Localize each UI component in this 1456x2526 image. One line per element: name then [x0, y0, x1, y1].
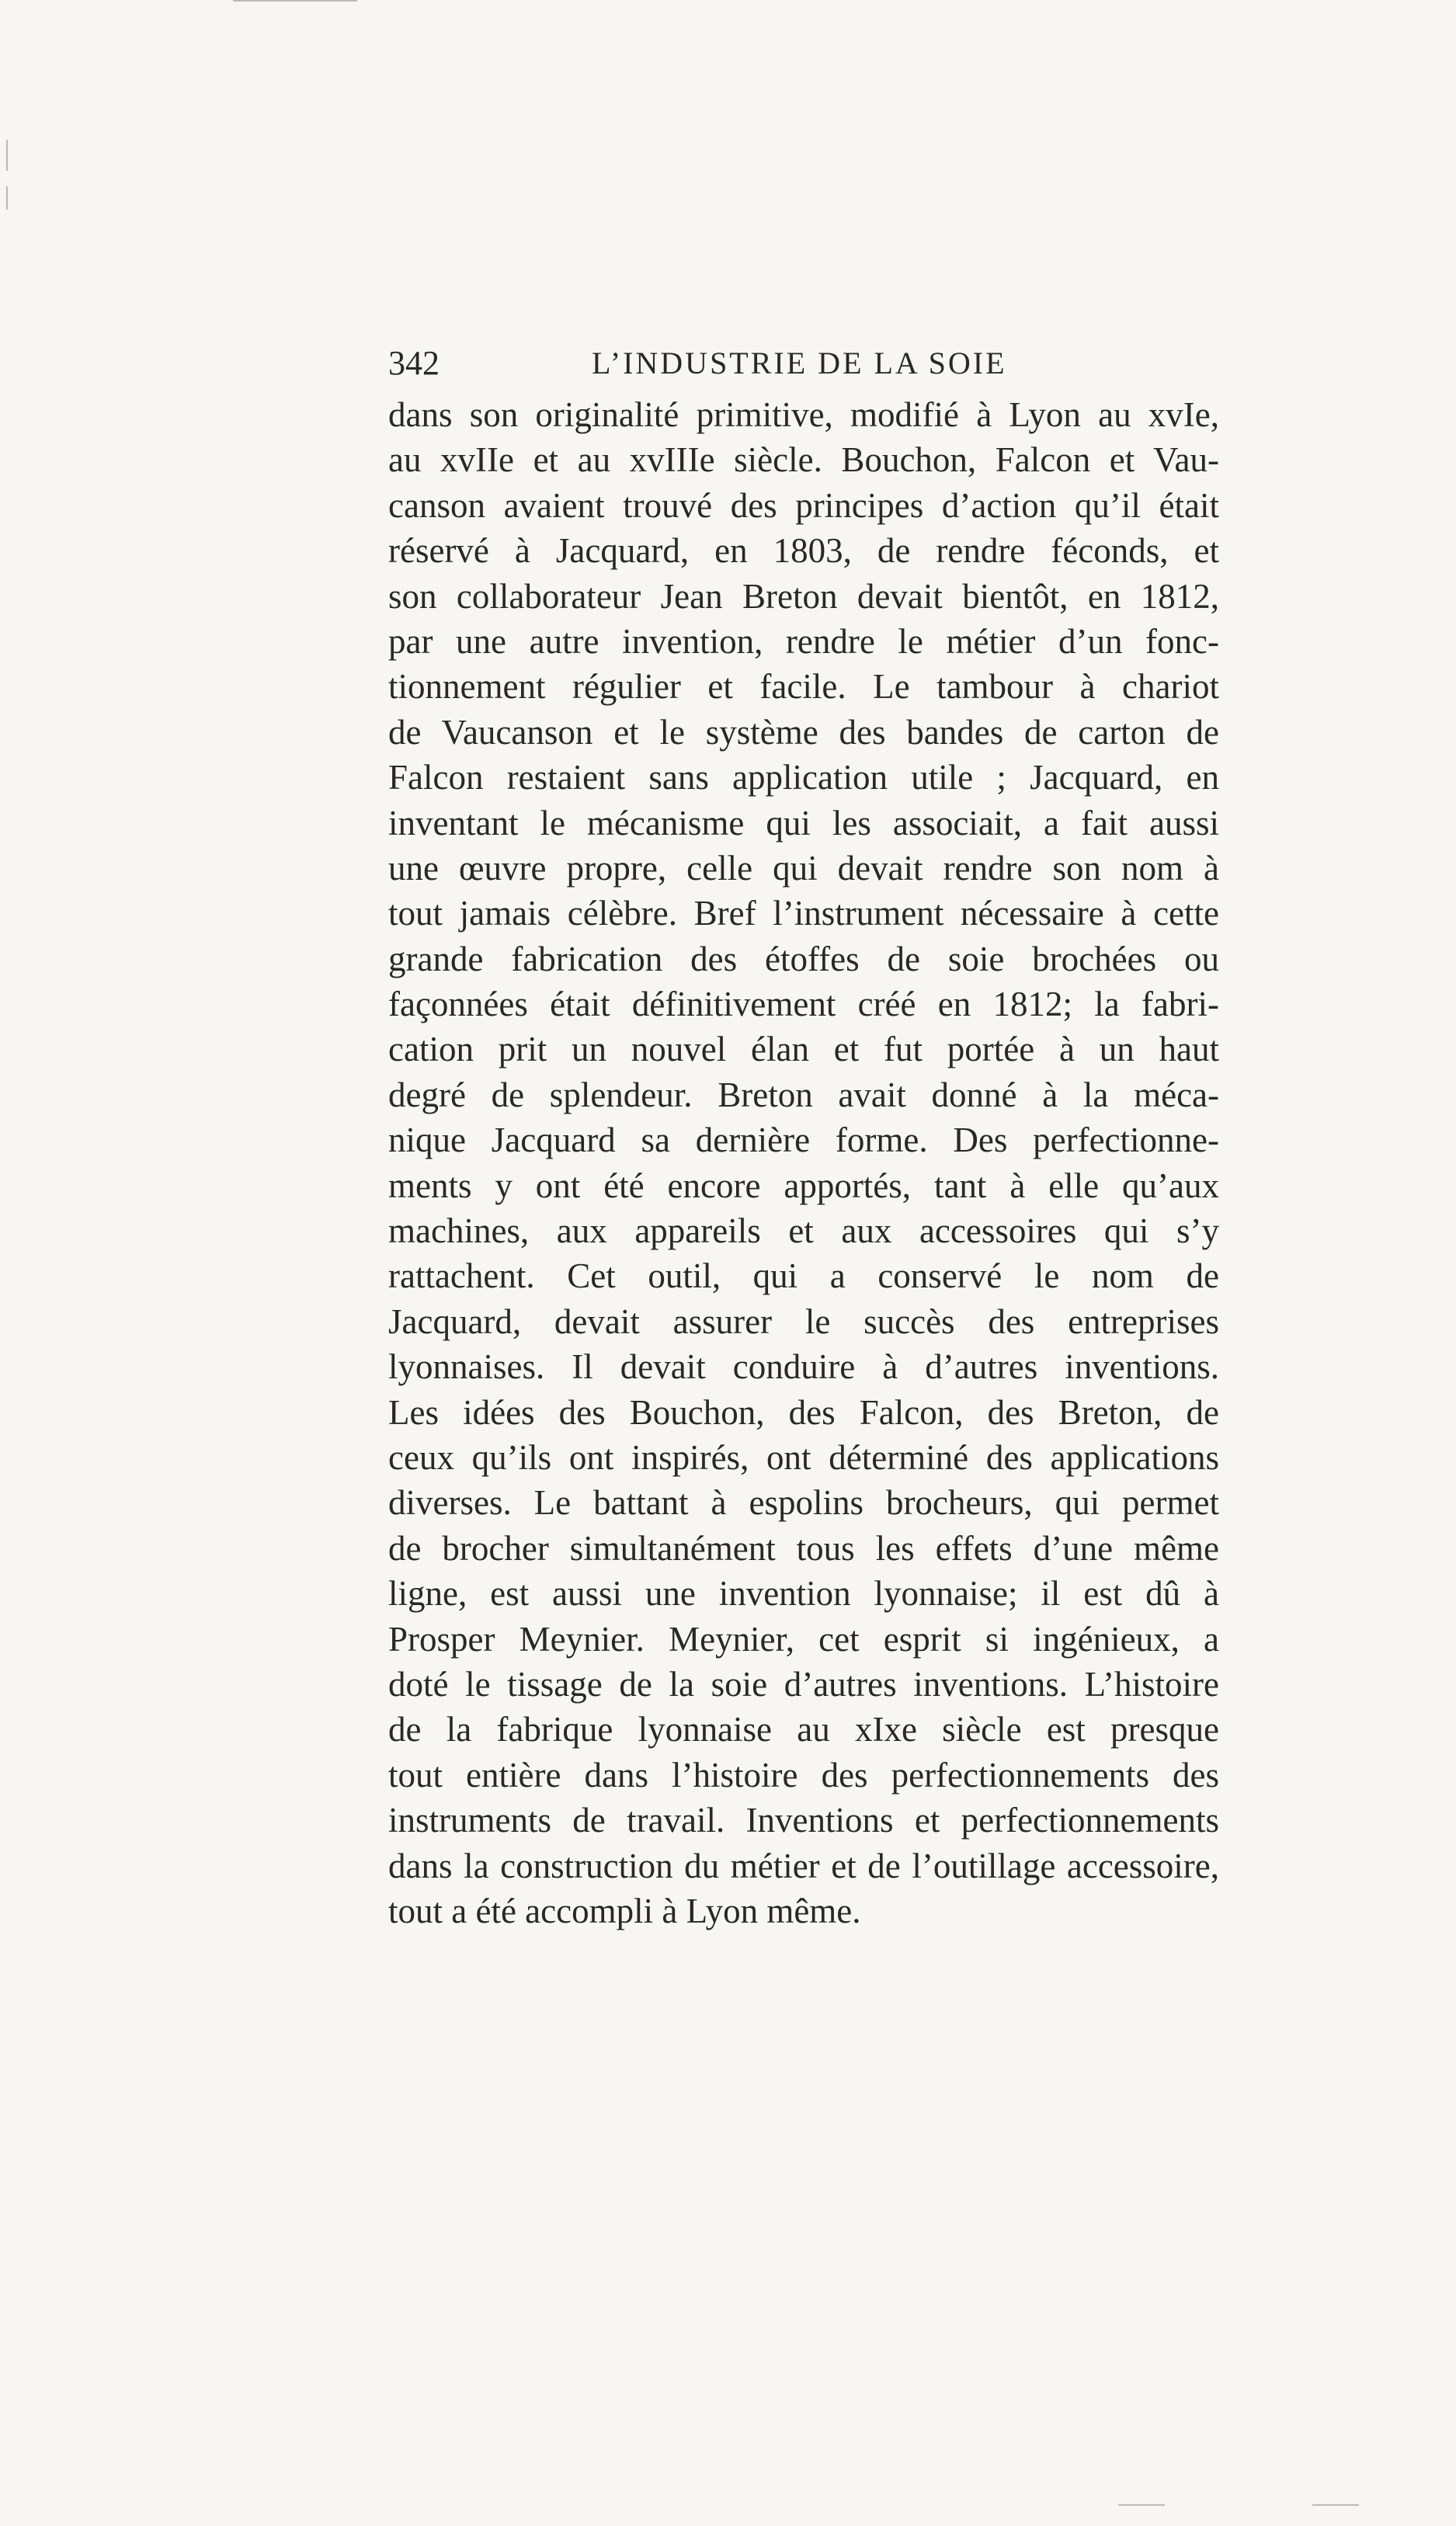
text-line: dans la construction du métier et de l’outillage accessoire,: [388, 1846, 1219, 1885]
text-line: façonnées était définitivement créé en 1812; la fabri-: [388, 985, 1219, 1024]
text-line: grande fabrication des étoffes de soie brochées ou: [388, 939, 1219, 978]
text-line: instruments de travail. Inventions et perfectionnements: [388, 1801, 1219, 1840]
text-line: dans son originalité primitive, modifié à Lyon au xvIe,: [388, 395, 1219, 434]
edge-mark: [1312, 2504, 1359, 2506]
text-line: réservé à Jacquard, en 1803, de rendre féconds, et: [388, 531, 1219, 571]
text-line: degré de splendeur. Breton avait donné à la méca-: [388, 1075, 1219, 1114]
body-text: [388, 392, 1219, 1934]
text-line: ligne, est aussi une invention lyonnaise; il est dû à: [388, 1574, 1219, 1614]
text-line: de Vaucanson et le système des bandes de carton de: [388, 712, 1219, 752]
edge-mark: [6, 186, 8, 210]
text-line: canson avaient trouvé des principes d’action qu’il était: [388, 485, 1219, 525]
page-number: 342: [388, 344, 440, 382]
text-line: diverses. Le battant à espolins brocheurs, qui permet: [388, 1483, 1219, 1523]
text-line: par une autre invention, rendre le métier d’un fonc-: [388, 621, 1219, 661]
text-line: une œuvre propre, celle qui devait rendre son nom à: [388, 848, 1219, 888]
text-line: tout a été accompli à Lyon même.: [388, 1891, 861, 1930]
text-line: rattachent. Cet outil, qui a conservé le nom de: [388, 1256, 1219, 1296]
edge-mark: [233, 0, 357, 2]
running-title: L’INDUSTRIE DE LA SOIE: [592, 346, 1007, 380]
page-header: [388, 340, 1219, 387]
text-line: doté le tissage de la soie d’autres inventions. L’histoire: [388, 1664, 1219, 1704]
text-line: nique Jacquard sa dernière forme. Des perfectionne-: [388, 1121, 1219, 1160]
edge-mark: [6, 140, 8, 171]
edge-mark: [1118, 2504, 1165, 2506]
text-line: tionnement régulier et facile. Le tambour à chariot: [388, 667, 1219, 707]
text-line: tout entière dans l’histoire des perfectionnements des: [388, 1755, 1219, 1795]
text-line: Les idées des Bouchon, des Falcon, des Breton, de: [388, 1392, 1219, 1432]
text-line: inventant le mécanisme qui les associait, a fait aussi: [388, 803, 1219, 843]
text-line: Falcon restaient sans application utile ; Jacquard, en: [388, 758, 1219, 797]
text-line: ments y ont été encore apportés, tant à elle qu’aux: [388, 1166, 1219, 1205]
text-line: Prosper Meynier. Meynier, cet esprit si ingénieux, a: [388, 1619, 1219, 1659]
text-line: de brocher simultanément tous les effets d’une même: [388, 1528, 1219, 1568]
text-line: son collaborateur Jean Breton devait bientôt, en 1812,: [388, 576, 1219, 616]
text-line: ceux qu’ils ont inspirés, ont déterminé des applications: [388, 1437, 1219, 1477]
text-line: de la fabrique lyonnaise au xIxe siècle est presque: [388, 1710, 1219, 1749]
text-line: lyonnaises. Il devait conduire à d’autres inventions.: [388, 1347, 1219, 1387]
text-line: tout jamais célèbre. Bref l’instrument nécessaire à cette: [388, 894, 1219, 933]
text-line: machines, aux appareils et aux accessoires qui s’y: [388, 1211, 1219, 1251]
text-line: au xvIIe et au xvIIIe siècle. Bouchon, Falcon et Vau-: [388, 440, 1219, 480]
text-line: cation prit un nouvel élan et fut portée à un haut: [388, 1030, 1219, 1069]
text-line: Jacquard, devait assurer le succès des entreprises: [388, 1301, 1219, 1341]
